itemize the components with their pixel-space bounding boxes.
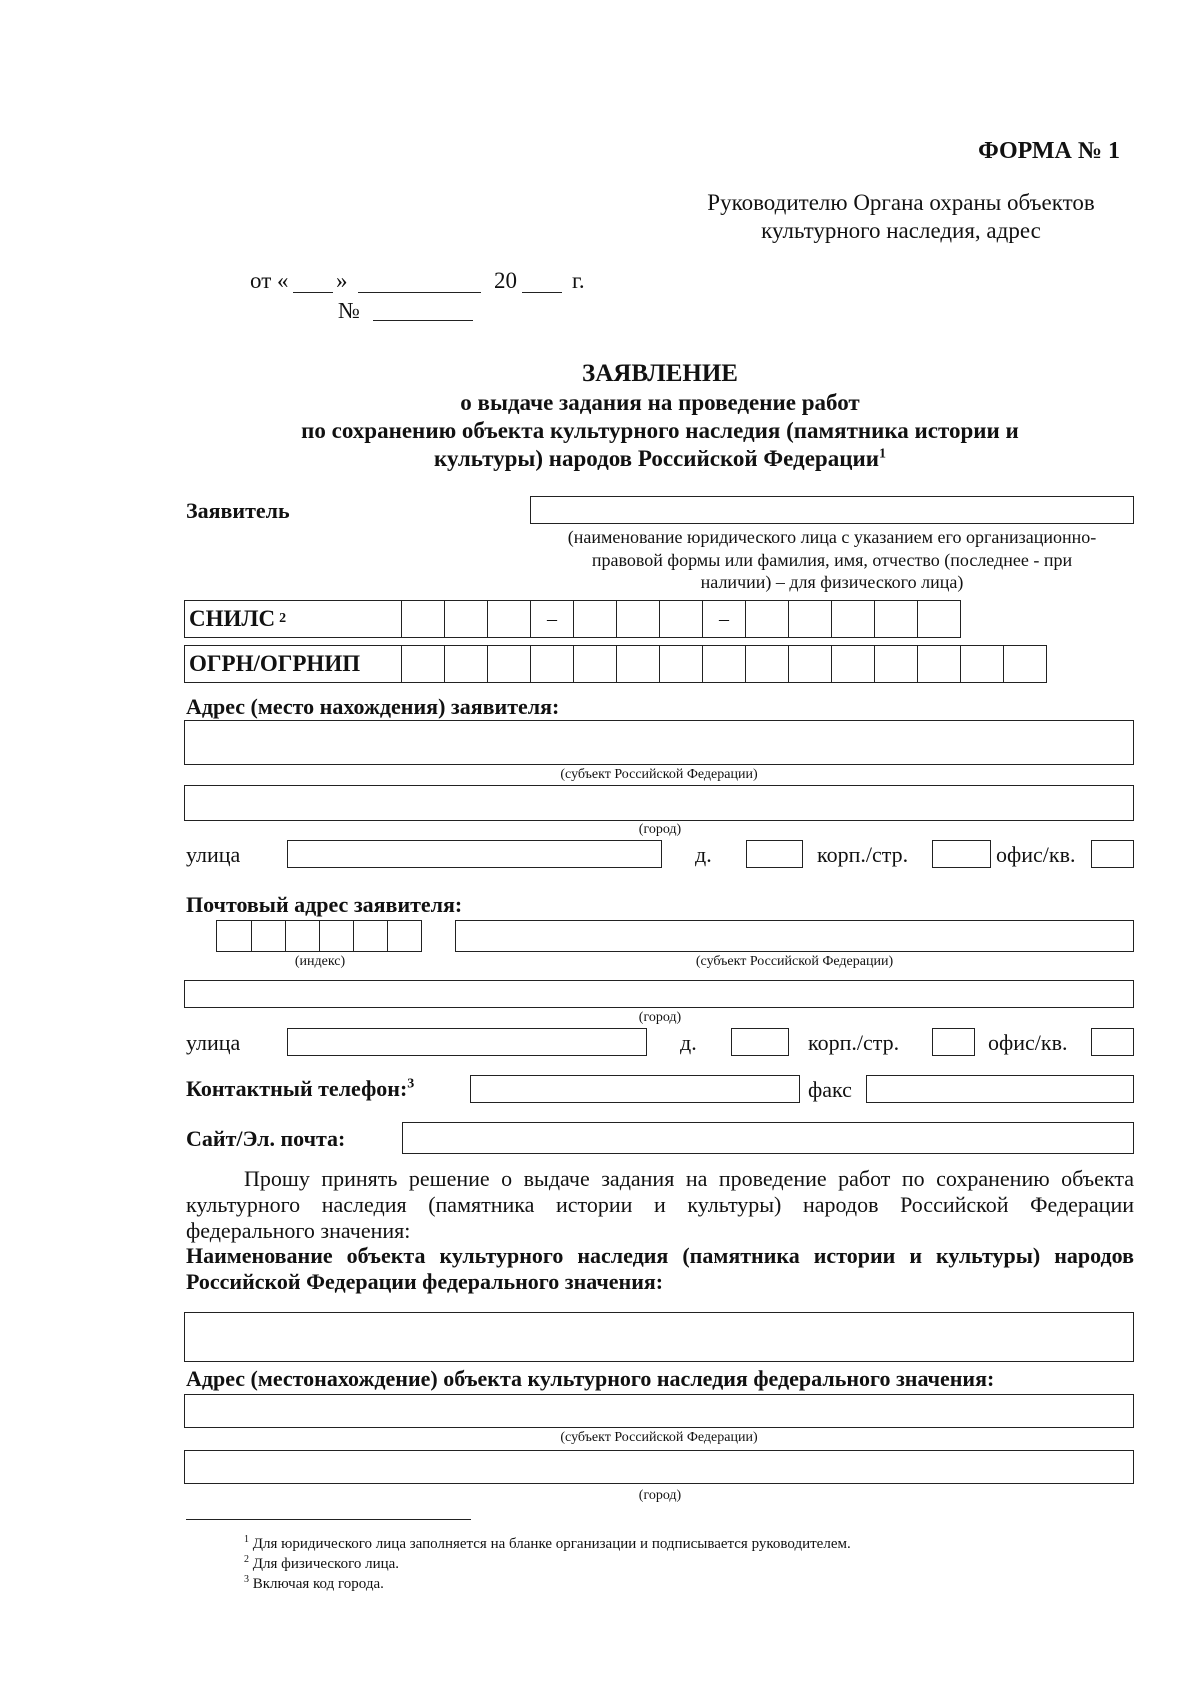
title-line-3	[0, 446, 1200, 472]
footnote-separator	[186, 1519, 471, 1520]
address-building-label: корп./стр.	[817, 842, 909, 867]
title-main: ЗАЯВЛЕНИЕ	[582, 360, 738, 387]
postal-house-field[interactable]	[731, 1028, 789, 1056]
postal-city-field[interactable]	[184, 980, 1134, 1008]
fax-field[interactable]	[866, 1075, 1134, 1103]
snils-cell[interactable]	[444, 601, 487, 637]
ogrn-cell[interactable]	[702, 646, 745, 682]
applicant-name-field[interactable]	[530, 496, 1134, 524]
applicant-label: Заявитель	[186, 498, 290, 523]
postal-building-label: корп./стр.	[808, 1030, 900, 1055]
ogrn-cell[interactable]	[401, 646, 444, 682]
postal-house-label: д.	[680, 1030, 697, 1055]
postal-street-field[interactable]	[287, 1028, 647, 1056]
snils-dash: –	[702, 601, 745, 637]
snils-label: СНИЛС 2	[189, 606, 287, 631]
number-label: №	[338, 298, 360, 323]
snils-cell[interactable]	[616, 601, 659, 637]
postal-index-cell[interactable]	[387, 921, 421, 951]
address-building-field[interactable]	[932, 840, 991, 868]
footnote-3: $^3$ Включая код города.	[244, 1574, 384, 1592]
postal-index-cell[interactable]	[285, 921, 319, 951]
object-subject-field[interactable]	[184, 1394, 1134, 1428]
object-city-field[interactable]	[184, 1450, 1134, 1484]
postal-subject-field[interactable]	[455, 920, 1134, 952]
address-city-caption: (город)	[638, 822, 682, 837]
ogrn-cell[interactable]	[745, 646, 788, 682]
postal-city-caption: (город)	[638, 1010, 682, 1025]
date-month-field[interactable]	[358, 292, 481, 293]
address-street-label: улица	[186, 842, 241, 867]
snils-cell[interactable]	[874, 601, 917, 637]
snils-cell[interactable]	[401, 601, 444, 637]
snils-dash: –	[530, 601, 573, 637]
postal-subject-caption: (субъект Российской Федерации)	[695, 954, 894, 969]
address-street-field[interactable]	[287, 840, 662, 868]
address-city-field[interactable]	[184, 785, 1134, 821]
snils-cell[interactable]	[487, 601, 530, 637]
date-day-field[interactable]	[293, 292, 333, 293]
phone-field[interactable]	[470, 1075, 800, 1103]
postal-index-grid	[216, 920, 422, 952]
postal-office-field[interactable]	[1091, 1028, 1134, 1056]
ogrn-cell[interactable]	[960, 646, 1003, 682]
addressee-line-2: культурного наследия, адрес	[761, 218, 1041, 243]
date-year-suffix: г.	[572, 268, 585, 293]
site-email-field[interactable]	[402, 1122, 1134, 1154]
ogrn-cell[interactable]	[917, 646, 960, 682]
postal-index-cell[interactable]	[319, 921, 353, 951]
request-paragraph: Прошу принять решение о выдаче задания на проведение работ по сохранению объекта культурного наследия (памятника истории и культуры) народов Российской Федерации федерального значения:	[186, 1166, 1134, 1243]
object-address-heading: Адрес (местонахождение) объекта культурного наследия федерального значения:	[186, 1366, 995, 1391]
snils-cell[interactable]	[745, 601, 788, 637]
date-year-prefix: 20	[494, 268, 517, 293]
footnote-2: $^2$ Для физического лица.	[244, 1554, 400, 1572]
address-heading: Адрес (место нахождения) заявителя:	[186, 694, 560, 719]
date-year-field[interactable]	[522, 292, 562, 293]
address-office-label: офис/кв.	[996, 842, 1076, 867]
snils-cell[interactable]	[573, 601, 616, 637]
postal-index-cell[interactable]	[251, 921, 285, 951]
postal-index-cell[interactable]	[353, 921, 387, 951]
snils-cell[interactable]	[788, 601, 831, 637]
snils-grid	[184, 600, 961, 638]
object-city-caption: (город)	[638, 1488, 682, 1503]
object-name-heading: Наименование объекта культурного наследия (памятника истории и культуры) народов Российской Федерации федерального значения:	[186, 1243, 1134, 1294]
ogrn-cell[interactable]	[530, 646, 573, 682]
ogrn-cell[interactable]	[659, 646, 702, 682]
snils-cell[interactable]	[659, 601, 702, 637]
address-office-field[interactable]	[1091, 840, 1134, 868]
postal-office-label: офис/кв.	[988, 1030, 1068, 1055]
postal-street-label: улица	[186, 1030, 241, 1055]
applicant-caption-3: наличии) – для физического лица)	[700, 572, 964, 592]
footnote-1: $^1$ Для юридического лица заполняется на бланке организации и подписывается руководителем.	[244, 1534, 851, 1552]
ogrn-cell[interactable]	[616, 646, 659, 682]
ogrn-cell[interactable]	[831, 646, 874, 682]
ogrn-cell[interactable]	[573, 646, 616, 682]
date-quote-close: »	[336, 268, 348, 293]
form-number: ФОРМА № 1	[978, 138, 1120, 164]
snils-cell[interactable]	[831, 601, 874, 637]
snils-cell[interactable]	[917, 601, 960, 637]
number-field[interactable]	[373, 320, 473, 321]
ogrn-cell[interactable]	[444, 646, 487, 682]
ogrn-cell[interactable]	[487, 646, 530, 682]
applicant-caption-2: правовой формы или фамилия, имя, отчество (последнее - при	[591, 550, 1073, 570]
postal-heading: Почтовый адрес заявителя:	[186, 892, 463, 917]
postal-index-cell[interactable]	[217, 921, 251, 951]
title-footnote-mark: 1	[878, 446, 886, 462]
fax-label: факс	[808, 1077, 852, 1102]
title-line-3-text: культуры) народов Российской Федерации	[434, 446, 879, 471]
addressee-line-1: Руководителю Органа охраны объектов	[707, 190, 1095, 215]
site-email-label: Сайт/Эл. почта:	[186, 1126, 346, 1151]
postal-building-field[interactable]	[932, 1028, 975, 1056]
applicant-caption-1: (наименование юридического лица с указанием его организационно-	[567, 527, 1097, 547]
ogrn-cell[interactable]	[788, 646, 831, 682]
postal-index-caption: (индекс)	[294, 954, 346, 969]
address-house-field[interactable]	[746, 840, 803, 868]
title-line-1: о выдаче задания на проведение работ	[460, 390, 860, 415]
title-line-2: по сохранению объекта культурного наследия (памятника истории и	[301, 418, 1019, 443]
ogrn-label: ОГРН/ОГРНИП	[189, 651, 361, 676]
ogrn-cell[interactable]	[1003, 646, 1046, 682]
address-subject-field[interactable]	[184, 720, 1134, 765]
ogrn-grid	[184, 645, 1047, 683]
object-name-field[interactable]	[184, 1312, 1134, 1362]
phone-label: Контактный телефон:$^3$	[186, 1076, 415, 1101]
object-subject-caption: (субъект Российской Федерации)	[560, 1430, 758, 1445]
address-house-label: д.	[695, 842, 712, 867]
address-subject-caption: (субъект Российской Федерации)	[560, 767, 758, 782]
date-from-prefix: от «	[250, 268, 289, 293]
ogrn-cell[interactable]	[874, 646, 917, 682]
